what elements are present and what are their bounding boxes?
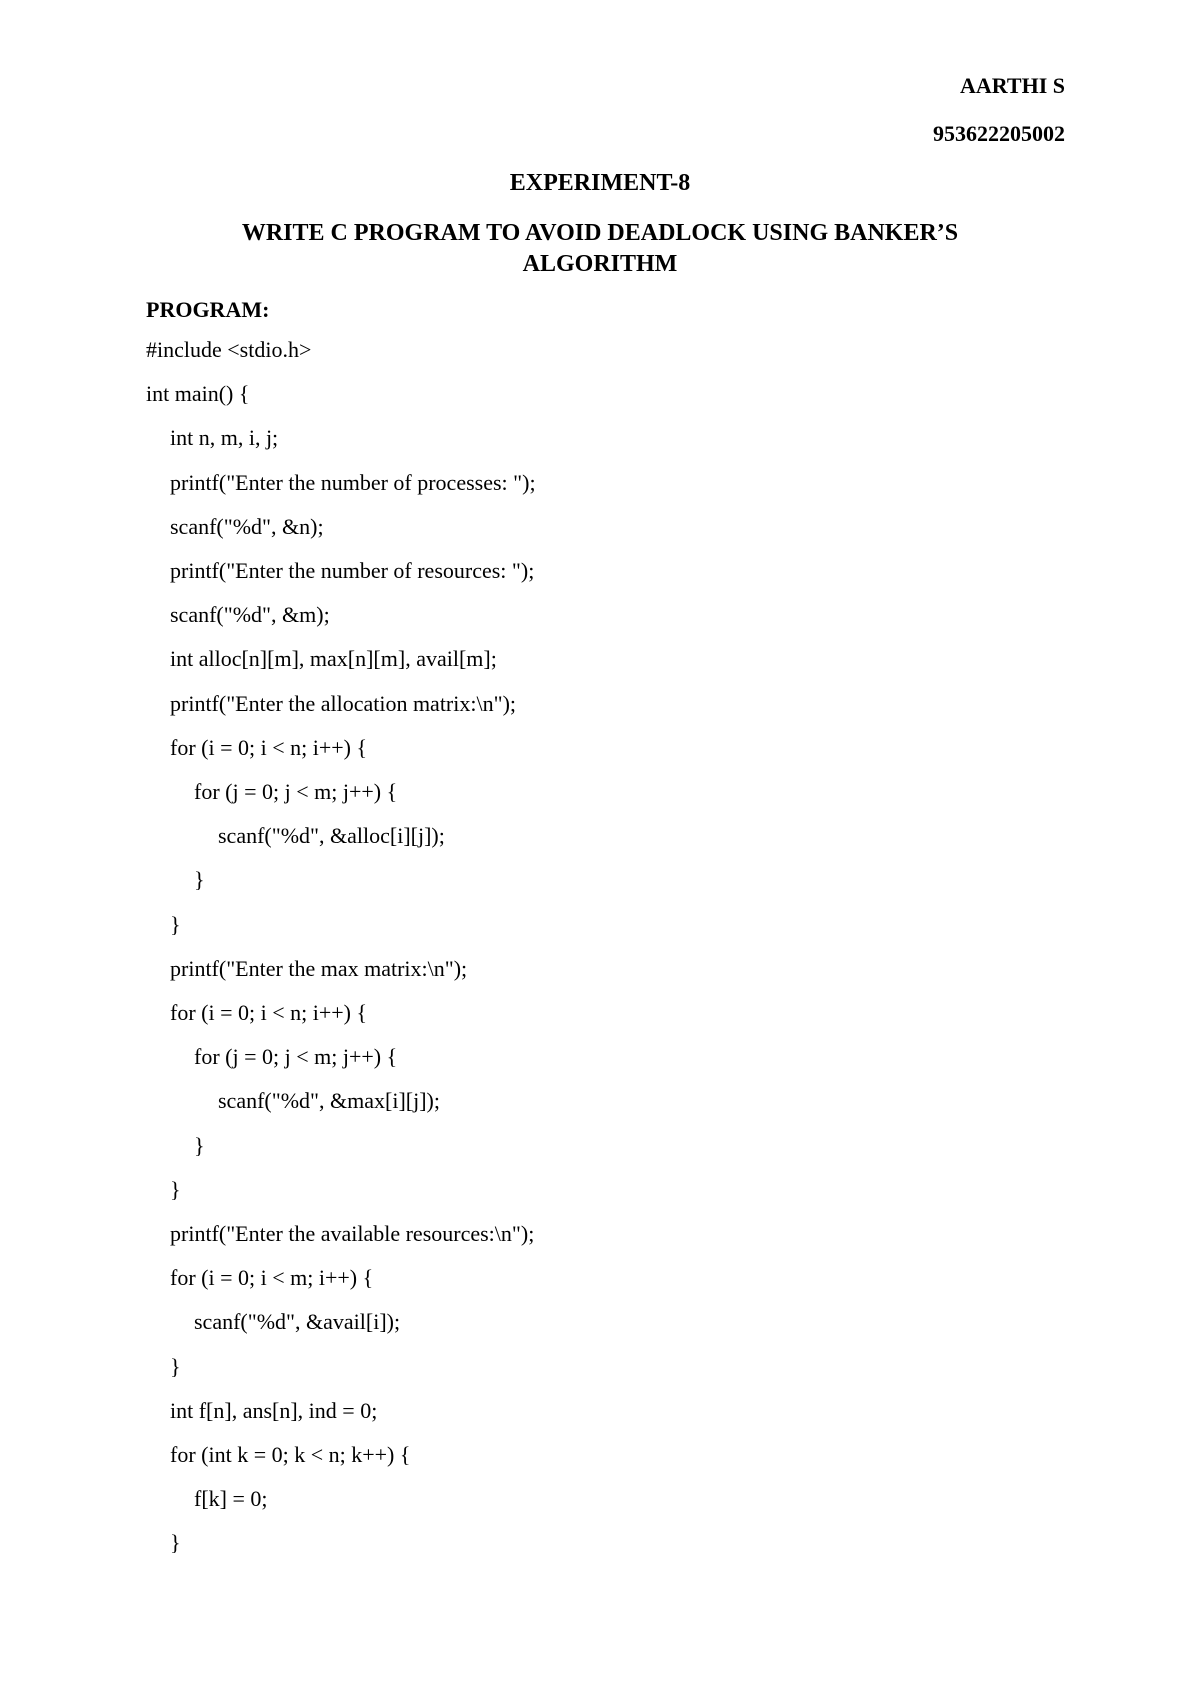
code-line: for (i = 0; i < m; i++) {	[170, 1265, 374, 1291]
author-name: AARTHI S	[960, 73, 1065, 98]
code-line: scanf("%d", &alloc[i][j]);	[218, 823, 445, 849]
program-section-label: PROGRAM:	[146, 297, 270, 322]
code-line: printf("Enter the max matrix:\n");	[170, 955, 468, 981]
code-line: for (i = 0; i < n; i++) {	[170, 1000, 368, 1025]
code-line: int f[n], ans[n], ind = 0;	[170, 1397, 378, 1423]
code-line: scanf("%d", &n);	[170, 513, 324, 539]
code-line: }	[194, 867, 205, 893]
code-line: }	[170, 911, 181, 937]
code-line: scanf("%d", &max[i][j]);	[218, 1088, 440, 1114]
code-line: for (int k = 0; k < n; k++) {	[170, 1442, 411, 1467]
code-line: f[k] = 0;	[194, 1486, 268, 1512]
title-line-1: WRITE C PROGRAM TO AVOID DEADLOCK USING BANKER’S	[241, 220, 959, 246]
code-line: scanf("%d", &avail[i]);	[194, 1309, 401, 1335]
code-line: printf("Enter the number of processes: ");	[170, 469, 536, 495]
code-line: scanf("%d", &m);	[170, 602, 330, 628]
code-line: #include <stdio.h>	[146, 337, 312, 362]
code-line: printf("Enter the available resources:\n");	[170, 1221, 535, 1246]
code-line: }	[194, 1132, 205, 1158]
code-line: int main() {	[146, 381, 250, 407]
code-line: for (i = 0; i < n; i++) {	[170, 734, 368, 760]
code-line: }	[170, 1353, 181, 1379]
code-line: printf("Enter the number of resources: ");	[170, 558, 535, 583]
code-line: }	[170, 1530, 181, 1556]
title-line-2: ALGORITHM	[522, 251, 678, 277]
code-line: int alloc[n][m], max[n][m], avail[m];	[170, 646, 497, 672]
code-line: for (j = 0; j < m; j++) {	[194, 1044, 398, 1070]
document-title	[100, 218, 1100, 280]
code-line: printf("Enter the allocation matrix:\n");	[170, 690, 517, 716]
code-line: for (j = 0; j < m; j++) {	[194, 779, 398, 804]
code-line: int n, m, i, j;	[170, 425, 279, 451]
experiment-heading: EXPERIMENT-8	[509, 170, 691, 196]
roll-number: 953622205002	[933, 121, 1065, 146]
code-line: }	[170, 1176, 181, 1202]
